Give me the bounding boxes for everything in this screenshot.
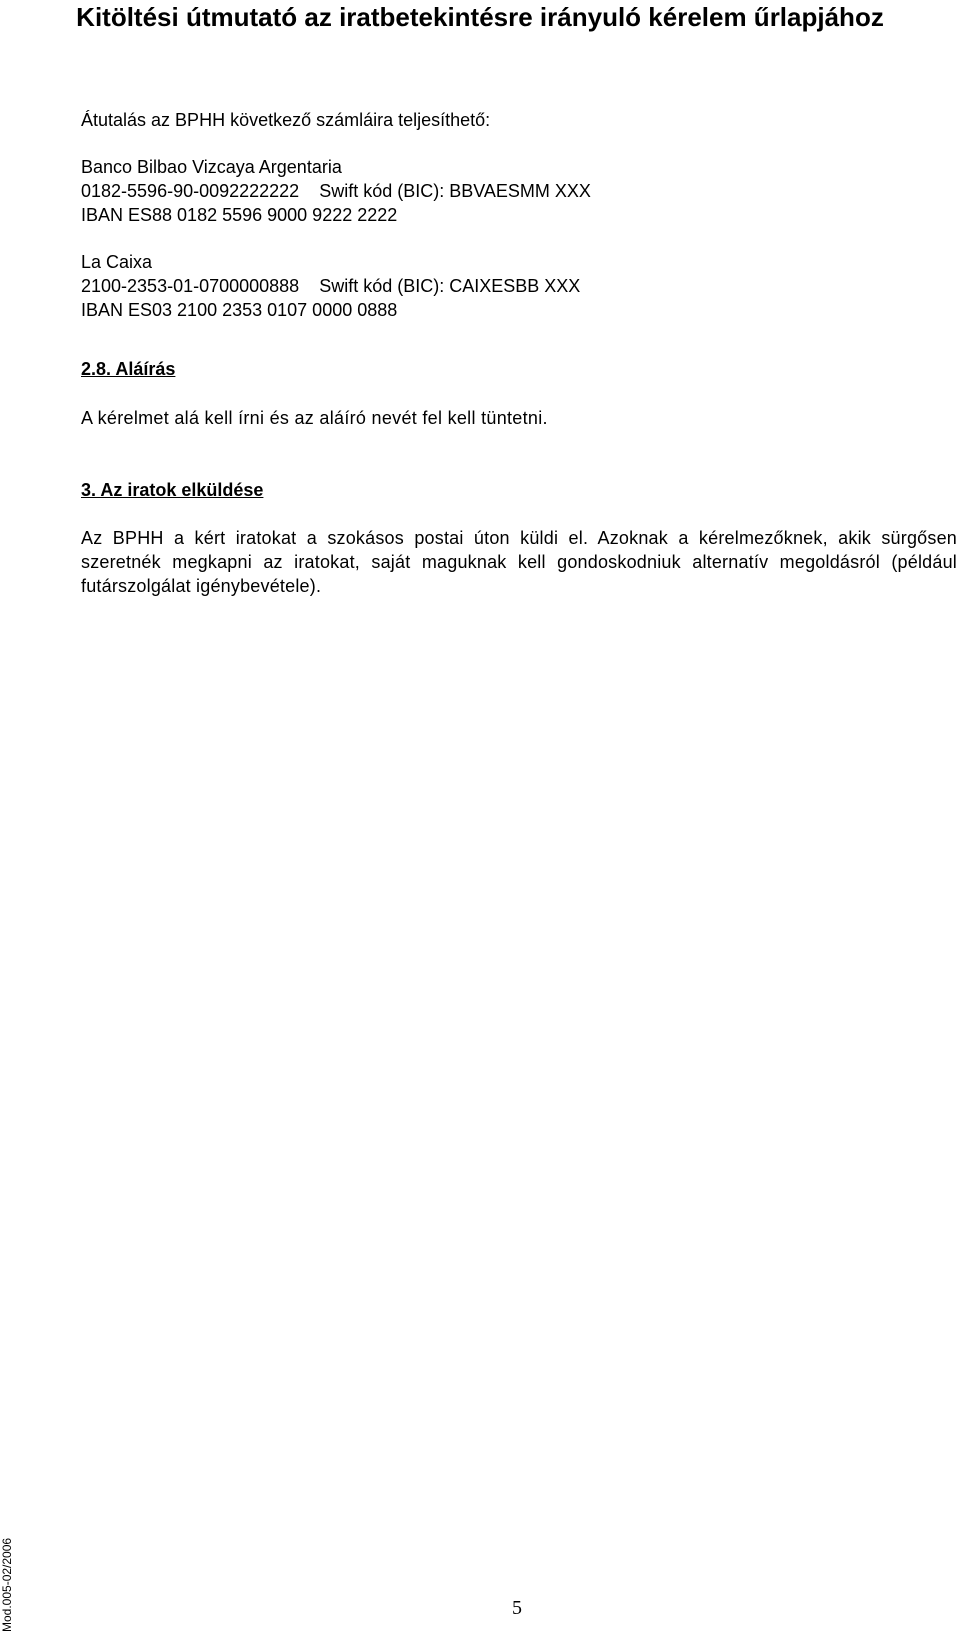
bank-account-block [81,155,591,227]
form-reference [0,1535,14,1632]
account-number: 0182-5596-90-0092222222 [81,181,300,201]
bank-account-line [81,179,591,203]
section-heading-sending: 3. Az iratok elküldése [81,480,264,500]
swift-code: Swift kód (BIC): CAIXESBB XXX [319,276,581,296]
page-title: Kitöltési útmutató az iratbetekintésre irányuló kérelem űrlapjához [76,2,884,32]
bank-account-block [81,250,580,322]
form-reference-line: Mod.005-02/2006 [0,1537,14,1632]
account-number: 2100-2353-01-0700000888 [81,276,300,296]
iban: IBAN ES03 2100 2353 0107 0000 0888 [81,300,398,320]
transfer-intro: Átutalás az BPHH következő számláira teljesíthető: [81,110,491,130]
bank-account-line [81,274,580,298]
sending-text: Az BPHH a kért iratokat a szokásos postai úton küldi el. Azoknak a kérelmezőknek, akik sürgősen szeretnék megkapni az iratokat, saját maguknak kell gondoskodniuk alternatív megoldásról (például futárszolgálat igénybevétele). [81,528,957,596]
bank-name: Banco Bilbao Vizcaya Argentaria [81,157,342,177]
section-heading-signature: 2.8. Aláírás [81,359,176,379]
page-number: 5 [512,1597,522,1619]
bank-name: La Caixa [81,252,153,272]
signature-text: A kérelmet alá kell írni és az aláíró nevét fel kell tüntetni. [81,408,548,428]
swift-code: Swift kód (BIC): BBVAESMM XXX [319,181,591,201]
iban: IBAN ES88 0182 5596 9000 9222 2222 [81,205,398,225]
